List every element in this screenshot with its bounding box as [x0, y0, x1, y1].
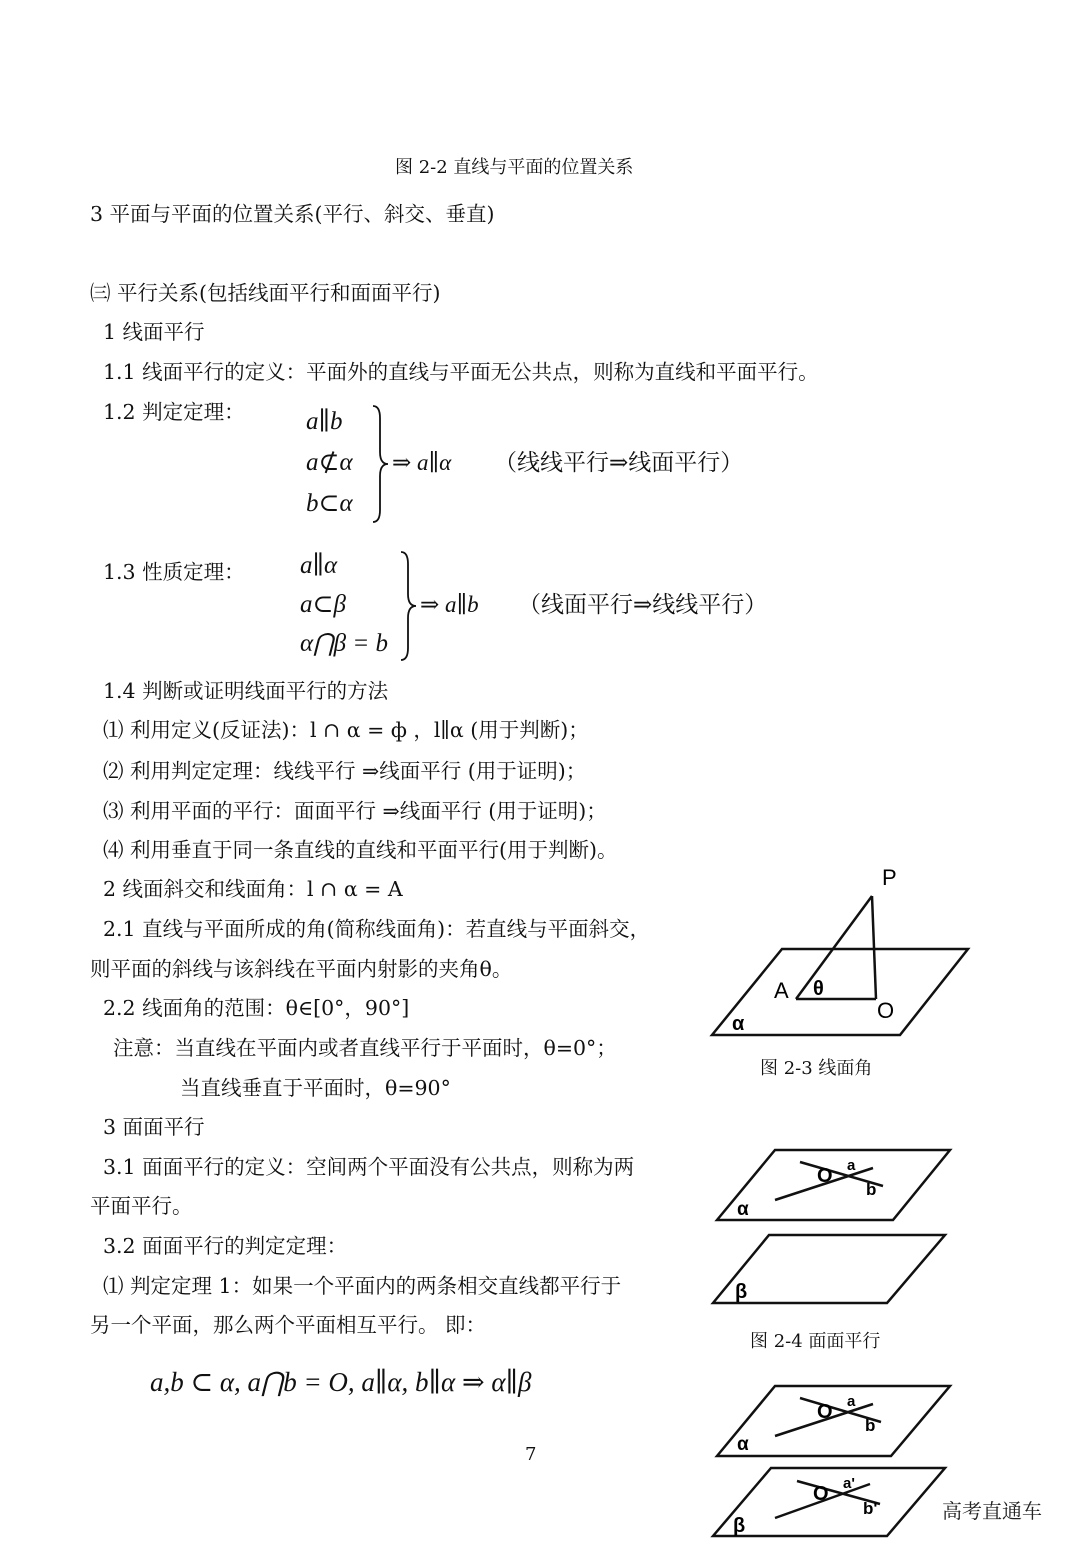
theorem-1-3-result: ⇒ a∥b: [420, 592, 479, 617]
heading-plane-criterion: 3.2 面面平行的判定定理：: [103, 1234, 348, 1258]
theorem-1-2-note: （线线平行⇒线面平行）: [494, 450, 744, 475]
heading-line-plane-parallel: 1 线面平行: [103, 320, 205, 344]
theorem-1-2-result: ⇒ a∥α: [392, 450, 452, 475]
method-3: ⑶ 利用平面的平行：面面平行 ⇒线面平行 (用于证明)；: [103, 799, 607, 823]
plane-alpha-label: α: [737, 1434, 749, 1455]
right-brace-icon: [398, 550, 420, 662]
heading-oblique-angle: 2 线面斜交和线面角：l ∩ α = A: [103, 877, 403, 901]
theorem-1-2-line-3: b⊂α: [306, 490, 353, 517]
definition-plane-parallel-2: 平面平行。: [90, 1194, 193, 1218]
definition-line-plane-angle-2: 则平面的斜线与该斜线在平面内射影的夹角θ。: [90, 957, 513, 981]
theorem-1-3-line-3: α⋂β = b: [300, 630, 388, 657]
heading-methods: 1.4 判断或证明线面平行的方法: [103, 679, 389, 703]
point-p-label: P: [882, 865, 897, 890]
theorem-1-3-line-2: a⊂β: [300, 591, 346, 618]
right-brace-icon: [370, 404, 392, 524]
figure-2-2-caption: 图 2-2 直线与平面的位置关系: [395, 157, 634, 178]
heading-criterion-theorem: 1.2 判定定理：: [103, 400, 245, 424]
method-4: ⑷ 利用垂直于同一条直线的直线和平面平行(用于判断)。: [103, 838, 618, 862]
definition-plane-parallel-1: 3.1 面面平行的定义：空间两个平面没有公共点，则称为两: [103, 1155, 635, 1179]
plane-beta-shape: [713, 1235, 945, 1303]
definition-line-plane-parallel: 1.1 线面平行的定义：平面外的直线与平面无公共点，则称为直线和平面平行。: [103, 360, 819, 384]
line-a-prime-label: a': [843, 1475, 855, 1492]
plane-beta-shape: [713, 1468, 945, 1536]
point-o-label: O: [817, 1165, 833, 1187]
theta-label: θ: [813, 978, 824, 1000]
heading-plane-plane-relation: 3 平面与平面的位置关系(平行、斜交、垂直): [90, 202, 495, 226]
line-b-prime-label: b': [863, 1499, 878, 1518]
note-zero-angle: 注意：当直线在平面内或者直线平行于平面时，θ=0°；: [113, 1036, 617, 1060]
theorem-1-2-line-2: a⊄α: [306, 449, 353, 476]
heading-property-theorem: 1.3 性质定理：: [103, 560, 245, 584]
perpendicular-line-po: [872, 896, 876, 999]
line-b-label: b: [866, 1180, 877, 1199]
plane-alpha-shape: [712, 949, 968, 1035]
method-1: ⑴ 利用定义(反证法)：l ∩ α = ф ，l∥α (用于判断)；: [103, 718, 589, 742]
criterion-1-formula: a,b ⊂ α, a⋂b = O, a∥α, b∥α ⇒ α∥β: [150, 1367, 532, 1397]
definition-line-plane-angle-1: 2.1 直线与平面所成的角(简称线面角)：若直线与平面斜交，: [103, 917, 651, 941]
plane-alpha-label: α: [732, 1013, 745, 1035]
plane-beta-label: β: [735, 1281, 748, 1303]
figure-2-4-caption: 图 2-4 面面平行: [750, 1331, 881, 1352]
watermark-text: 高考直通车: [942, 1499, 1042, 1523]
theorem-1-3-line-1: a∥α: [300, 552, 338, 579]
plane-alpha-shape: [717, 1150, 950, 1220]
oblique-line-ap: [796, 896, 872, 999]
point-o-label: O: [813, 1483, 829, 1505]
line-a-label: a: [847, 1157, 856, 1174]
criterion-1-line-2: 另一个平面，那么两个平面相互平行。 即：: [90, 1313, 487, 1337]
plane-alpha-shape: [717, 1386, 950, 1456]
point-a-label: A: [774, 978, 789, 1003]
theorem-1-2-line-1: a∥b: [306, 408, 343, 435]
criterion-1-line-1: ⑴ 判定定理 1：如果一个平面内的两条相交直线都平行于: [103, 1274, 622, 1298]
line-b-label: b: [865, 1416, 876, 1435]
heading-parallel-relation: ㈢ 平行关系(包括线面平行和面面平行): [90, 281, 441, 305]
figure-2-4-diagram: [705, 1140, 955, 1315]
point-o-label: O: [817, 1401, 833, 1423]
theorem-1-3-note: （线面平行⇒线线平行）: [518, 592, 768, 617]
figure-2-5-diagram: [705, 1378, 960, 1547]
figure-2-3-diagram: [700, 855, 980, 1045]
line-a-label: a: [847, 1393, 856, 1410]
note-right-angle: 当直线垂直于平面时，θ=90°: [180, 1076, 451, 1100]
angle-range: 2.2 线面角的范围：θ∈[0°，90°]: [103, 996, 410, 1020]
point-o-label: O: [877, 998, 895, 1023]
page-number: 7: [525, 1444, 537, 1465]
plane-beta-label: β: [733, 1515, 746, 1537]
method-2: ⑵ 利用判定定理：线线平行 ⇒线面平行 (用于证明)；: [103, 759, 587, 783]
plane-alpha-label: α: [737, 1199, 749, 1220]
heading-plane-plane-parallel: 3 面面平行: [103, 1115, 205, 1139]
figure-2-3-caption: 图 2-3 线面角: [760, 1058, 873, 1079]
